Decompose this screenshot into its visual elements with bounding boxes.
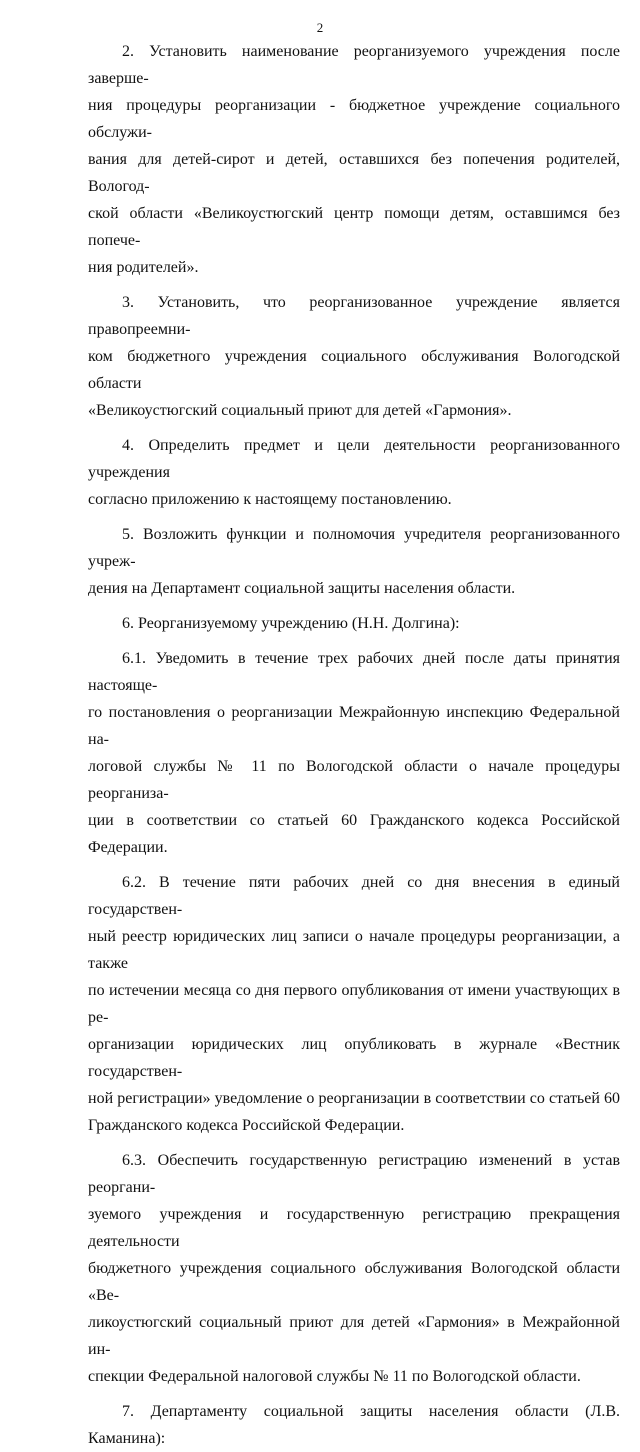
text-line: 3. Установить, что реорганизованное учреждение является правопреемни-: [88, 294, 620, 338]
text-line: ции в соответствии со статьей 60 Гражданского кодекса Российской Федерации.: [88, 812, 620, 856]
text-line: 6.1. Уведомить в течение трех рабочих дней после даты принятия настояще-: [88, 650, 620, 694]
text-line: ком бюджетного учреждения социального обслуживания Вологодской области: [88, 348, 620, 392]
paragraph: [88, 289, 620, 424]
text-line: 6. Реорганизуемому учреждению (Н.Н. Долгина):: [122, 615, 460, 632]
text-line: ния родителей».: [88, 259, 199, 276]
text-line: го постановления о реорганизации Межрайонную инспекцию Федеральной на-: [88, 704, 620, 748]
text-line: бюджетного учреждения социального обслуживания Вологодской области «Ве-: [88, 1260, 620, 1304]
paragraph: [88, 521, 620, 602]
paragraph: [88, 1147, 620, 1390]
text-line: по истечении месяца со дня первого опубликования от имени участвующих в ре-: [88, 982, 620, 1026]
text-line: 7. Департаменту социальной защиты населения области (Л.В. Каманина):: [88, 1403, 620, 1447]
paragraph: [88, 645, 620, 861]
paragraph: [88, 610, 620, 637]
text-line: логовой службы № 11 по Вологодской области о начале процедуры реорганиза-: [88, 758, 620, 802]
text-line: организации юридических лиц опубликовать в журнале «Вестник государствен-: [88, 1036, 620, 1080]
text-line: спекции Федеральной налоговой службы № 11 по Вологодской области.: [88, 1368, 581, 1385]
document-body: [88, 38, 620, 1452]
paragraph: [88, 38, 620, 281]
text-line: 4. Определить предмет и цели деятельности реорганизованного учреждения: [88, 437, 620, 481]
text-line: вания для детей-сирот и детей, оставшихся без попечения родителей, Вологод-: [88, 151, 620, 195]
text-line: Гражданского кодекса Российской Федерации.: [88, 1117, 405, 1134]
text-line: дения на Департамент социальной защиты населения области.: [88, 580, 516, 597]
text-line: ной регистрации» уведомление о реорганизации в соответствии со статьей 60: [88, 1090, 620, 1107]
text-line: согласно приложению к настоящему постановлению.: [88, 491, 452, 508]
paragraph: [88, 869, 620, 1139]
text-line: 2. Установить наименование реорганизуемого учреждения после заверше-: [88, 43, 620, 87]
text-line: 6.3. Обеспечить государственную регистрацию изменений в устав реоргани-: [88, 1152, 620, 1196]
text-line: «Великоустюгский социальный приют для детей «Гармония».: [88, 402, 512, 419]
text-line: 5. Возложить функции и полномочия учредителя реорганизованного учреж-: [88, 526, 620, 570]
text-line: ный реестр юридических лиц записи о начале процедуры реорганизации, а также: [88, 928, 620, 972]
paragraph: [88, 1398, 620, 1452]
text-line: ния процедуры реорганизации - бюджетное учреждение социального обслужи-: [88, 97, 620, 141]
paragraph: [88, 432, 620, 513]
text-line: ской области «Великоустюгский центр помощи детям, оставшимся без попече-: [88, 205, 620, 249]
text-line: ликоустюгский социальный приют для детей «Гармония» в Межрайонной ин-: [88, 1314, 620, 1358]
text-line: зуемого учреждения и государственную регистрацию прекращения деятельности: [88, 1206, 620, 1250]
text-line: 6.2. В течение пяти рабочих дней со дня внесения в единый государствен-: [88, 874, 620, 918]
page-number: 2: [316, 20, 324, 35]
